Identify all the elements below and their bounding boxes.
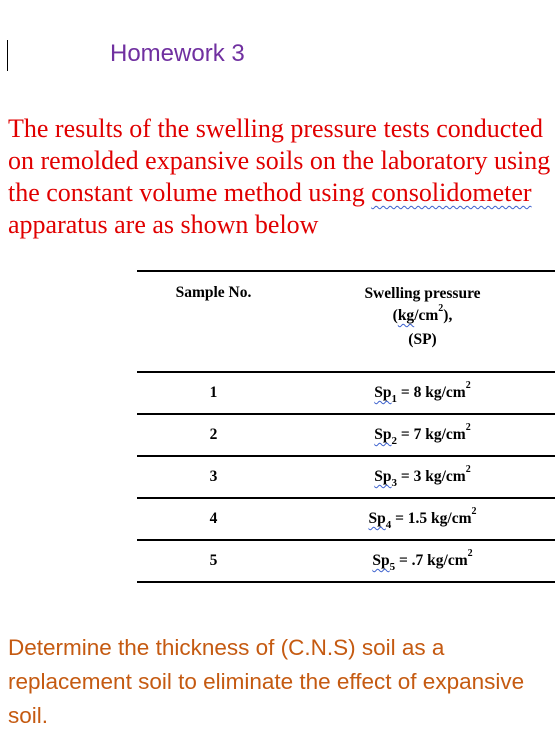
- swelling-pressure-value: [290, 456, 555, 498]
- header-sp-line2: [290, 305, 555, 329]
- sp-abbr: Sp: [374, 426, 392, 443]
- table-row: [137, 540, 555, 582]
- swelling-pressure-value: [290, 372, 555, 414]
- table-row: [137, 414, 555, 456]
- table-row: [137, 456, 555, 498]
- sp-value: = 3 kg/cm: [397, 468, 466, 485]
- sample-number: 5: [137, 540, 290, 582]
- intro-text-end: apparatus are as shown below: [8, 210, 319, 239]
- sample-number: 1: [137, 372, 290, 414]
- header-sample-no: Sample No.: [137, 271, 290, 372]
- spellcheck-word[interactable]: consolidometer: [371, 178, 532, 207]
- intro-paragraph: [8, 113, 553, 241]
- sp-subscript: 4: [385, 519, 392, 531]
- sp-value: = 1.5 kg/cm: [391, 510, 472, 527]
- sp-value: = 8 kg/cm: [397, 384, 466, 401]
- task-paragraph: Determine the thickness of (C.N.S) soil as a replacement soil to eliminate the effect of expansive soil.: [8, 635, 525, 728]
- table-header-row: [137, 271, 555, 372]
- header-sp-open: (: [392, 307, 398, 324]
- header-sp-sup: 2: [438, 303, 444, 314]
- sp-subscript: 3: [391, 477, 398, 489]
- sample-number: 4: [137, 498, 290, 540]
- sp-abbr: Sp: [374, 468, 392, 485]
- sp-abbr: Sp: [372, 552, 390, 569]
- sample-number: 2: [137, 414, 290, 456]
- text-cursor: [7, 40, 8, 71]
- header-sp-mid: /cm: [414, 307, 439, 324]
- table-row: [137, 372, 555, 414]
- sp-superscript: 2: [465, 422, 471, 433]
- header-sp-line1: Swelling pressure: [364, 285, 481, 302]
- sp-abbr: Sp: [374, 384, 392, 401]
- header-swelling-pressure: [290, 271, 555, 372]
- sp-subscript: 2: [391, 435, 398, 447]
- swelling-pressure-value: [290, 414, 555, 456]
- page-title: Homework 3: [110, 40, 245, 67]
- sp-superscript: 2: [467, 548, 473, 559]
- header-sp-line3: (SP): [408, 331, 437, 348]
- sp-value: = .7 kg/cm: [395, 552, 468, 569]
- sp-abbr: Sp: [368, 510, 386, 527]
- intro-text-start: The results of the swelling pressure tests conducted on remolded expansive soils on the laboratory using the constant volume method using: [8, 114, 551, 207]
- sp-subscript: 5: [389, 561, 396, 573]
- sp-superscript: 2: [471, 506, 477, 517]
- sp-superscript: 2: [465, 380, 471, 391]
- header-sp-unit: kg: [397, 307, 415, 324]
- swelling-pressure-value: [290, 540, 555, 582]
- sample-number: 3: [137, 456, 290, 498]
- swelling-pressure-table: [137, 270, 555, 583]
- header-sp-close: ),: [443, 307, 453, 324]
- sp-superscript: 2: [465, 464, 471, 475]
- sp-subscript: 1: [391, 393, 398, 405]
- table-row: [137, 498, 555, 540]
- swelling-pressure-value: [290, 498, 555, 540]
- sp-value: = 7 kg/cm: [397, 426, 466, 443]
